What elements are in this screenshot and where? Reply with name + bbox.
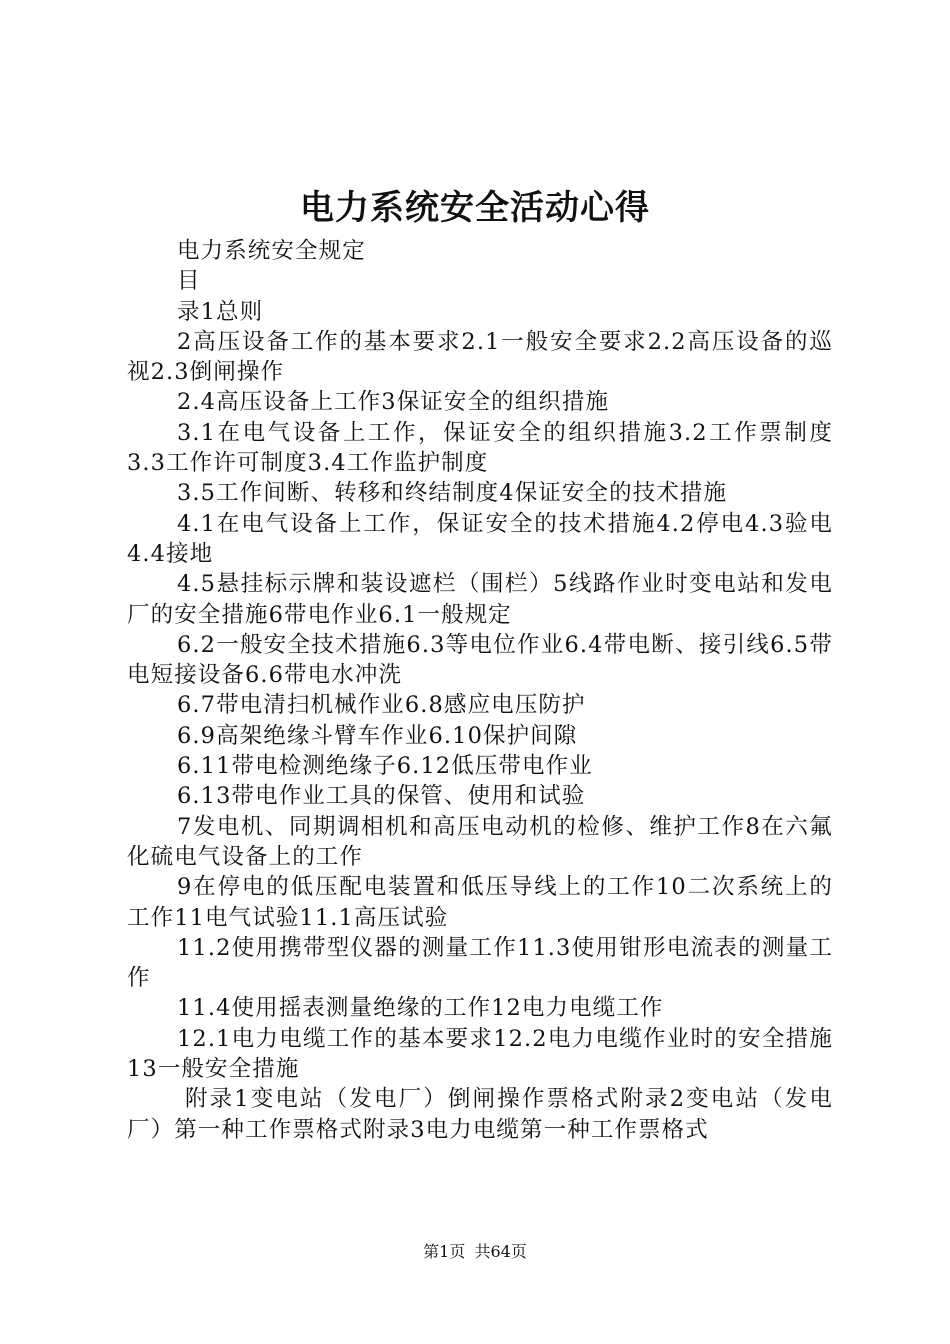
paragraph: 7发电机、同期调相机和高压电动机的检修、维护工作8在六氟化硫电气设备上的工作 — [127, 813, 833, 870]
paragraph: 6.9高架绝缘斗臂车作业6.10保护间隙 — [177, 722, 578, 749]
paragraph: 9在停电的低压配电装置和低压导线上的工作10二次系统上的工作11电气试验11.1高压试验 — [127, 874, 833, 931]
paragraph: 6.7带电清扫机械作业6.8感应电压防护 — [177, 692, 586, 719]
paragraph: 11.4使用摇表测量绝缘的工作12电力电缆工作 — [177, 995, 664, 1022]
page-number: 第1页 — [423, 1242, 466, 1261]
paragraph: 4.1在电气设备上工作，保证安全的技术措施4.2停电4.3验电4.4接地 — [127, 510, 833, 567]
paragraph: 2高压设备工作的基本要求2.1一般安全要求2.2高压设备的巡视2.3倒闸操作 — [127, 328, 833, 386]
paragraph: 11.2使用携带型仪器的测量工作11.3使用钳形电流表的测量工作 — [127, 934, 833, 992]
paragraph: 3.1在电气设备上工作，保证安全的组织措施3.2工作票制度3.3工作许可制度3.4工作监护制度 — [127, 419, 833, 477]
page-footer — [0, 1242, 950, 1262]
page-title: 电力系统安全活动心得 — [300, 188, 650, 228]
paragraph: 6.2一般安全技术措施6.3等电位作业6.4带电断、接引线6.5带电短接设备6.6带电水冲洗 — [127, 631, 833, 689]
paragraph: 12.1电力电缆工作的基本要求12.2电力电缆作业时的安全措施13一般安全措施 — [127, 1025, 833, 1083]
paragraph: 电力系统安全规定 — [177, 238, 366, 264]
paragraph: 目 — [177, 268, 201, 295]
paragraph: 6.13带电作业工具的保管、使用和试验 — [177, 783, 586, 810]
document-body — [127, 236, 833, 1145]
page-total: 共64页 — [474, 1242, 527, 1261]
paragraph: 附录1变电站（发电厂）倒闸操作票格式附录2变电站（发电厂）第一种工作票格式附录3电力电缆第一种工作票格式 — [127, 1086, 833, 1143]
paragraph: 2.4高压设备上工作3保证安全的组织措施 — [177, 389, 610, 416]
paragraph: 3.5工作间断、转移和终结制度4保证安全的技术措施 — [177, 480, 728, 507]
paragraph: 录1总则 — [177, 298, 264, 325]
paragraph: 6.11带电检测绝缘子6.12低压带电作业 — [177, 753, 593, 780]
paragraph: 4.5悬挂标示牌和装设遮栏（围栏）5线路作业时变电站和发电厂的安全措施6带电作业6.1一般规定 — [127, 571, 833, 628]
